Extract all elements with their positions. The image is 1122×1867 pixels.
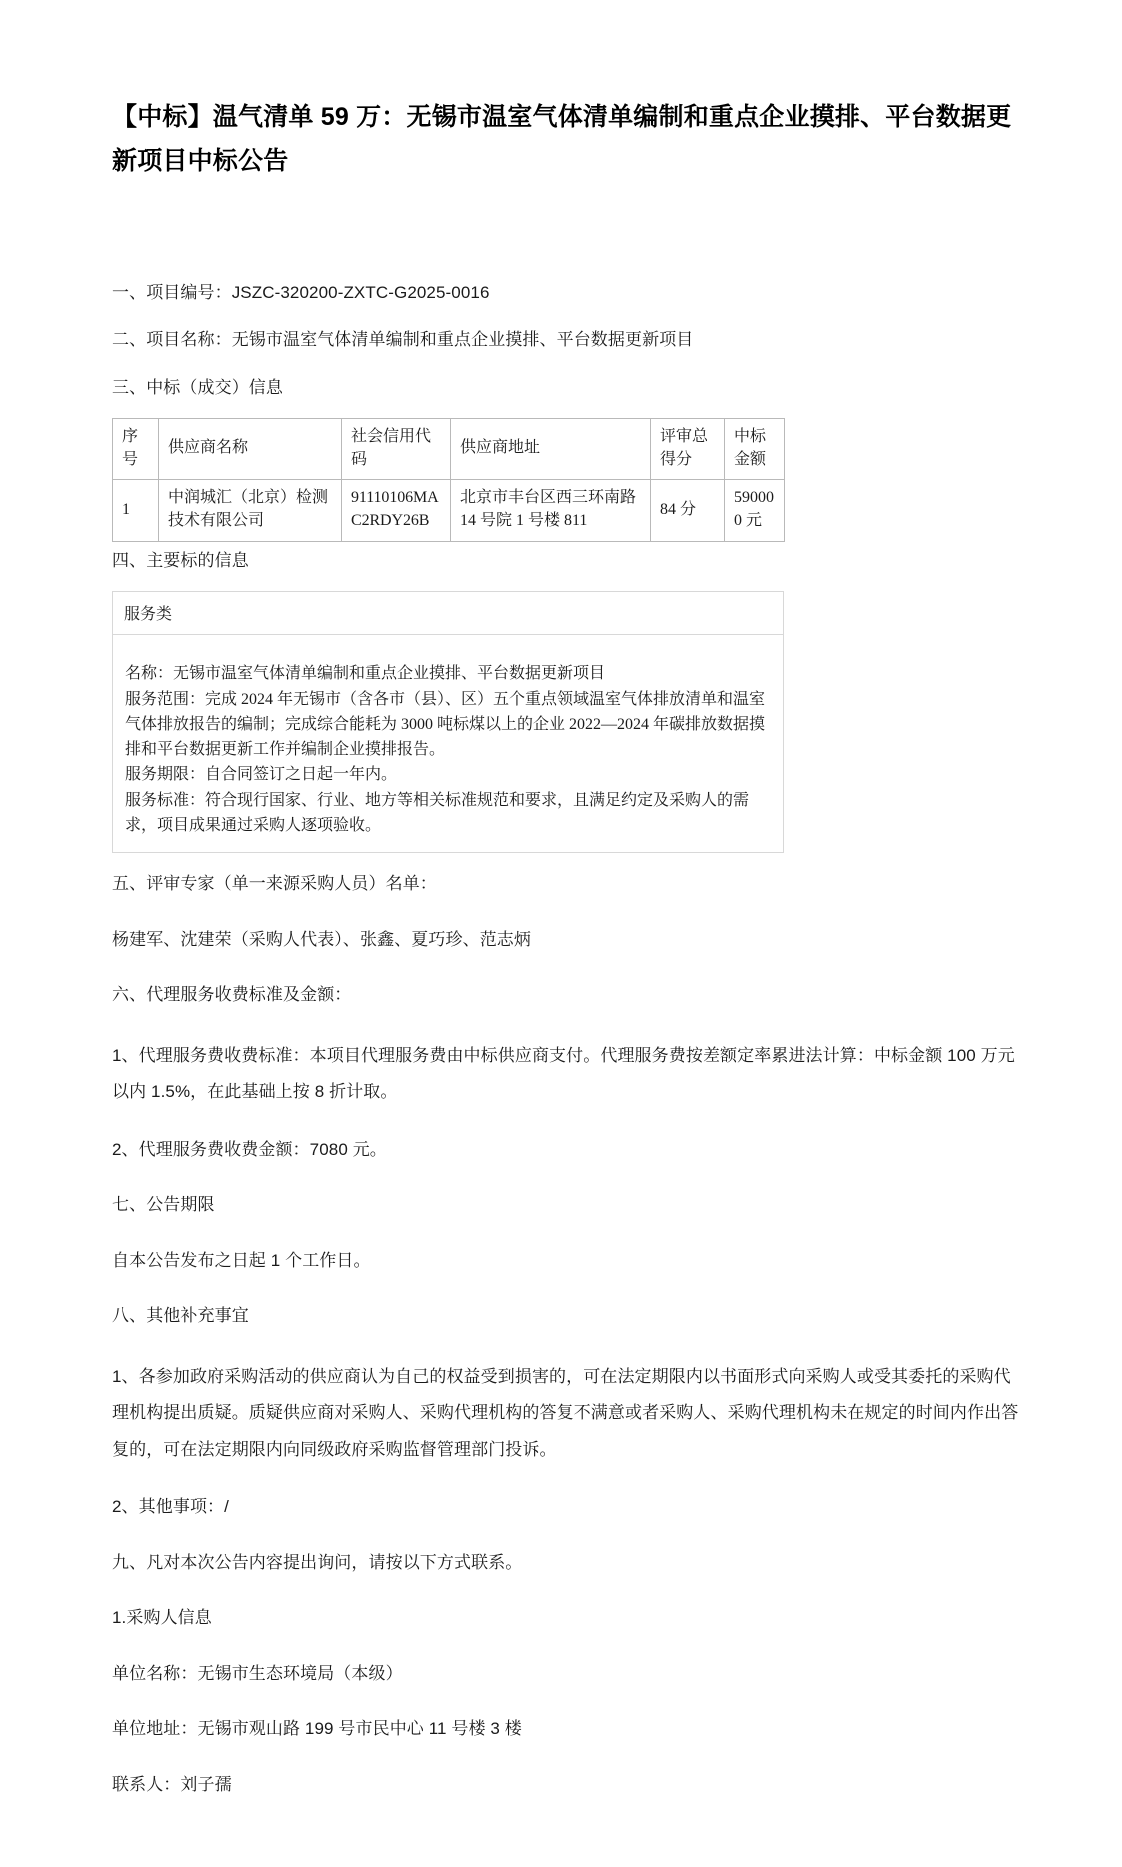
- section-agency-fee-standard: 1、代理服务费收费标准：本项目代理服务费由中标供应商支付。代理服务费按差额定率累进法计算：中标金额 100 万元以内 1.5%，在此基础上按 8 折计取。: [112, 1045, 1015, 1102]
- table-row: [113, 480, 785, 541]
- section-contact-heading: 九、凡对本次公告内容提出询问，请按以下方式联系。: [112, 1552, 523, 1572]
- main-subject-line-standard: 服务标准：符合现行国家、行业、地方等相关标准规范和要求，且满足约定及采购人的需求，项目成果通过采购人逐项验收。: [125, 791, 750, 834]
- main-subject-category: 服务类: [113, 592, 783, 635]
- section-project-name: 二、项目名称：无锡市温室气体清单编制和重点企业摸排、平台数据更新项目: [112, 330, 694, 349]
- table-header-amount: 中标金额: [725, 419, 785, 480]
- section-purchaser-heading: 1.采购人信息: [112, 1608, 212, 1628]
- spacer-after-subject: [112, 861, 1022, 871]
- section-experts-heading: 五、评审专家（单一来源采购人员）名单：: [112, 874, 437, 894]
- table-header-supplier-name: 供应商名称: [159, 419, 342, 480]
- section-purchaser-unit-name: 单位名称：无锡市生态环境局（本级）: [112, 1663, 403, 1683]
- section-bid-info-heading: 三、中标（成交）信息: [112, 377, 283, 397]
- cell-score: 84 分: [651, 480, 725, 541]
- section-main-subject-heading: 四、主要标的信息: [112, 550, 249, 570]
- main-subject-line-duration: 服务期限：自合同签订之日起一年内。: [125, 766, 398, 784]
- cell-supplier-name: 中润城汇（北京）检测技术有限公司: [159, 480, 342, 541]
- page-title: 【中标】温气清单 59 万：无锡市温室气体清单编制和重点企业摸排、平台数据更新项目中标公告: [112, 103, 1012, 175]
- main-subject-line-name: 名称：无锡市温室气体清单编制和重点企业摸排、平台数据更新项目: [125, 665, 606, 683]
- table-header-credit-code: 社会信用代码: [342, 419, 451, 480]
- table-header-score: 评审总得分: [651, 419, 725, 480]
- section-other-heading: 八、其他补充事宜: [112, 1306, 249, 1326]
- section-experts-names: 杨建军、沈建荣（采购人代表）、张鑫、夏巧珍、范志炳: [112, 929, 531, 949]
- section-notice-period-heading: 七、公告期限: [112, 1195, 215, 1215]
- cell-supplier-address: 北京市丰台区西三环南路 14 号院 1 号楼 811: [451, 480, 651, 541]
- section-purchaser-contact: 联系人：刘子孺: [112, 1774, 232, 1794]
- main-subject-box: [112, 591, 784, 853]
- bid-result-table: [112, 418, 785, 542]
- section-agency-fee-heading: 六、代理服务收费标准及金额：: [112, 985, 352, 1005]
- spacer-fee: [112, 1127, 1022, 1137]
- title-spacer: [112, 184, 1022, 280]
- section-notice-period-text: 自本公告发布之日起 1 个工作日。: [112, 1250, 371, 1270]
- table-header-row: [113, 419, 785, 480]
- section-purchaser-unit-address: 单位地址：无锡市观山路 199 号市民中心 11 号楼 3 楼: [112, 1719, 522, 1739]
- main-subject-line-scope: 服务范围：完成 2024 年无锡市（含各市（县）、区）五个重点领域温室气体排放清单和温室气体排放报告的编制；完成综合能耗为 3000 吨标煤以上的企业 2022—2024 年碳排放数据摸排和平台数据更新工作并编制企业摸排报告。: [125, 690, 766, 759]
- cell-credit-code: 91110106MAC2RDY26B: [342, 480, 451, 541]
- cell-index: 1: [113, 480, 159, 541]
- main-subject-body: [113, 635, 783, 852]
- table-header-index: 序号: [113, 419, 159, 480]
- table-header-supplier-address: 供应商地址: [451, 419, 651, 480]
- section-other-item-1: 1、各参加政府采购活动的供应商认为自己的权益受到损害的，可在法定期限内以书面形式向采购人或受其委托的采购代理机构提出质疑。质疑供应商对采购人、采购代理机构的答复不满意或者采购人、采购代理机构未在规定的时间内作出答复的，可在法定期限内向同级政府采购监督管理部门投诉。: [112, 1366, 1019, 1459]
- spacer-other: [112, 1484, 1022, 1494]
- section-project-number: 一、项目编号：JSZC-320200-ZXTC-G2025-0016: [112, 282, 490, 302]
- section-agency-fee-amount: 2、代理服务费收费金额：7080 元。: [112, 1139, 387, 1159]
- section-other-item-2: 2、其他事项：/: [112, 1497, 229, 1517]
- cell-amount: 590000 元: [725, 480, 785, 541]
